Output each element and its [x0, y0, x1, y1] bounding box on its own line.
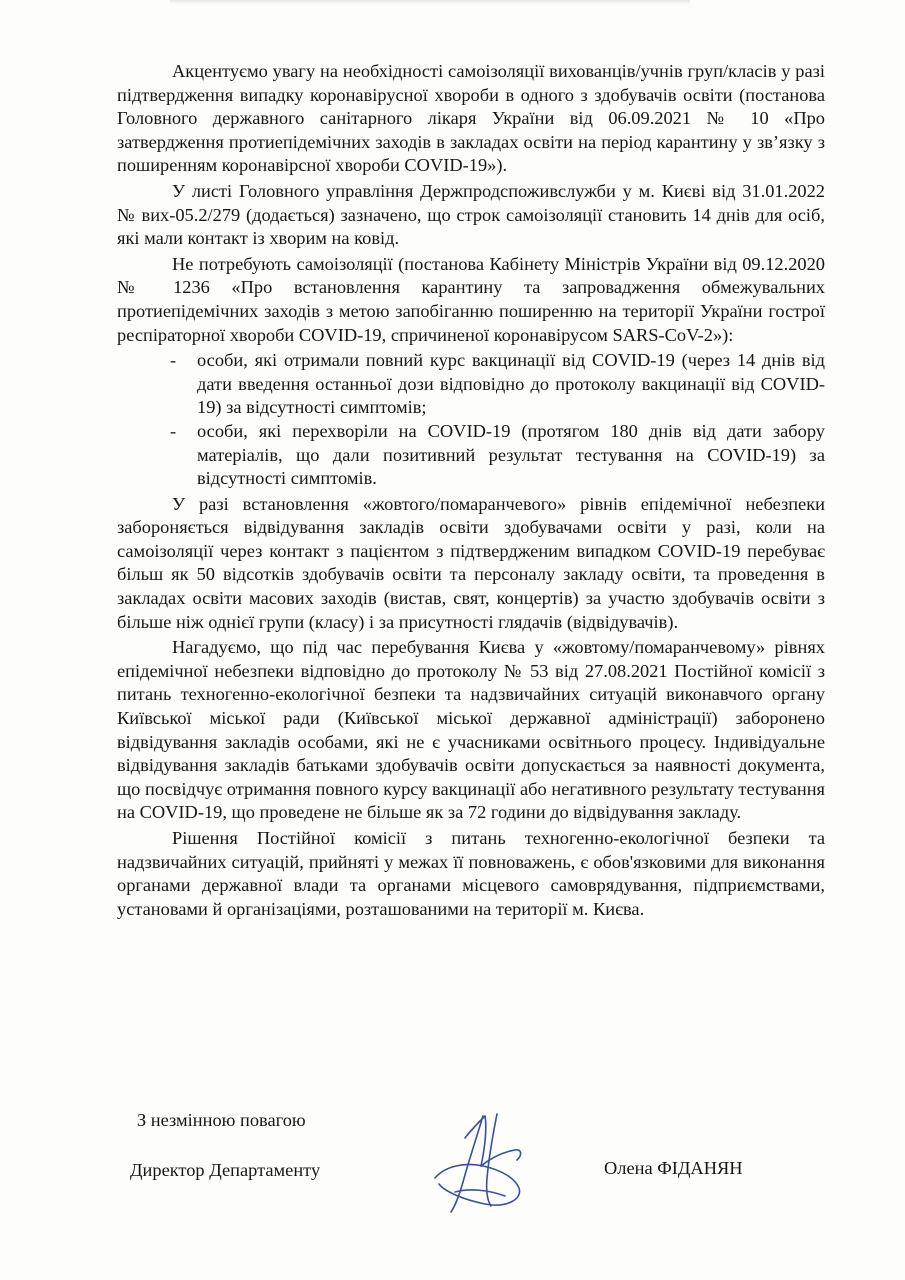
handwritten-signature	[425, 1108, 535, 1218]
paragraph-reminder-kyiv: Нагадуємо, що під час перебування Києва у «жовтому/помаранчевому» рівнях епідемічної небезпеки відповідно до протоколу № 53 від 27.08.2021 Постійної комісії з питань техногенно-екологічної безпеки та надзвичайних ситуацій виконавчого органу Київської міської ради (Київської міської державної адміністрації) заборонено відвідування закладів особами, які не є учасниками освітнього процесу. Індивідуальне відвідування закладів батьками здобувачів освіти допускається за наявності документа, що посвідчує отримання повного курсу вакцинації або негативного результату тестування на COVID-19, що проведене не більше як за 72 години до відвідування закладу.	[117, 637, 825, 823]
list-item	[117, 349, 825, 420]
signer-name: Олена ФІДАНЯН	[604, 1158, 743, 1178]
bullet-dash: -	[170, 420, 177, 441]
paragraph-attendance-ban: У разі встановлення «жовтого/помаранчевого» рівнів епідемічної небезпеки забороняється відвідування закладів освіти здобувачами освіти у разі, коли на самоізоляції через контакт з пацієнтом з підтвердженим випадком COVID-19 перебуває більш як 50 відсотків здобувачів освіти та персоналу закладу освіти, та проведення в закладах освіти масових заходів (вистав, свят, концертів) за участю здобувачів освіти з більше ніж однієї групи (класу) і за присутності глядачів (відвідувачів).	[117, 493, 825, 632]
list-item-text: особи, які отримали повний курс вакцинації від COVID-19 (через 14 днів від дати введення останньої дози відповідно до протоколу вакцинації від COVID-19) за відсутності симптомів;	[197, 350, 825, 418]
paragraph-self-isolation-notice: Акцентуємо увагу на необхідності самоізоляції вихованців/учнів груп/класів у разі підтвердження випадку коронавірусної хвороби в одного з здобувачів освіти (постанова Головного державного санітарного лікаря України від 06.09.2021 № 10 «Про затвердження протиепідемічних заходів в закладах освіти на період карантину у зв’язку з поширенням коронавірсної хвороби COVID-19»).	[117, 61, 825, 176]
paragraph-health-service-letter: У листі Головного управління Держпродспоживслужби у м. Києві від 31.01.2022 № вих-05.2/279 (додається) зазначено, що строк самоізоляції становить 14 днів для осіб, які мали контакт із хворим на ковід.	[117, 180, 825, 249]
exemptions-list	[117, 349, 825, 491]
paragraph-commission-decisions: Рішення Постійної комісії з питань техногенно-екологічної безпеки та надзвичайних ситуацій, прийняті у межах її повноважень, є обов'язковими для виконання органами державної влади та органами місцевого самоврядування, підприємствами, установами й організаціями, розташованими на території м. Києва.	[117, 828, 825, 919]
closing-phrase: З незмінною повагою	[137, 1110, 306, 1130]
list-item	[117, 420, 825, 491]
list-item-text: особи, які перехворіли на COVID-19 (протягом 180 днів від дати забору матеріалів, що дали позитивний результат тестування на COVID-19) за відсутності симптомів.	[197, 420, 825, 489]
bullet-dash: -	[170, 350, 177, 371]
letter-body	[117, 60, 825, 923]
paragraph-exemptions-intro: Не потребують самоізоляції (постанова Кабінету Міністрів України від 09.12.2020 № 1236 «Про встановлення карантину та запровадження обмежувальних протиепідемічних заходів з метою запобіганню поширенню на території України гострої респіраторної хвороби COVID-19, спричиненої коронавірусом SARS-CoV-2»):	[117, 253, 825, 345]
scan-edge-shadow	[170, 0, 690, 4]
signer-title: Директор Департаменту	[130, 1160, 321, 1180]
